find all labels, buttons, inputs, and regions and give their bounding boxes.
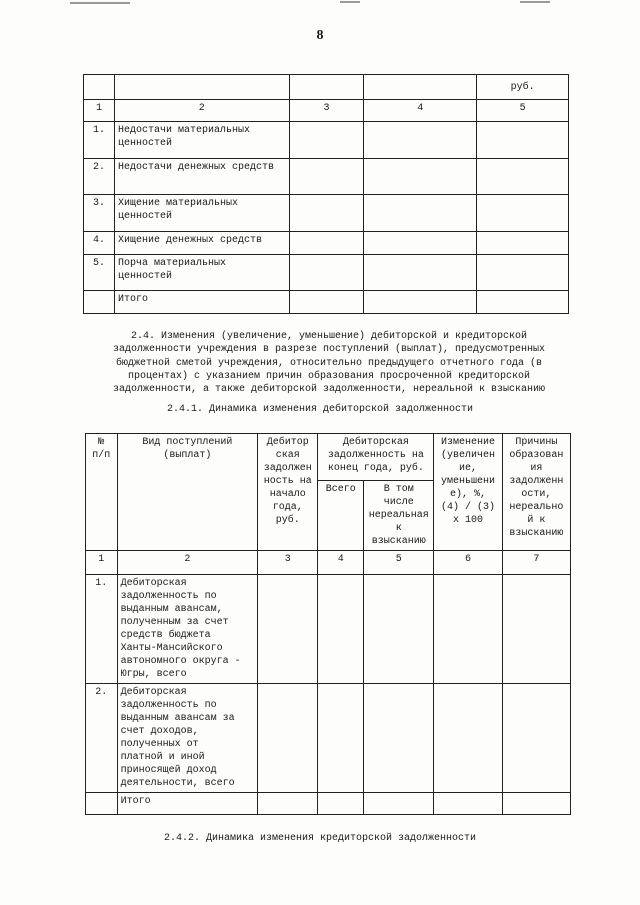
column-number-row bbox=[86, 551, 571, 575]
total-row bbox=[84, 291, 569, 314]
col-number: 5 bbox=[364, 551, 434, 575]
row-number: 3. bbox=[84, 195, 115, 232]
table-row bbox=[84, 255, 569, 291]
table-unit-row bbox=[84, 75, 569, 100]
section-2-4-1-title: 2.4.1. Динамика изменения дебиторской задолженности bbox=[166, 404, 474, 415]
total-label: Итого bbox=[114, 291, 289, 314]
row-label: Недостачи материальных ценностей bbox=[114, 122, 289, 159]
col-number: 1 bbox=[86, 551, 118, 575]
col-number: 6 bbox=[434, 551, 502, 575]
header-start: Дебитор ская задолжен ность на начало года, руб. bbox=[258, 434, 318, 551]
row-number: 1. bbox=[84, 122, 115, 159]
row-number: 2. bbox=[86, 684, 118, 793]
row-label: Дебиторская задолженность по выданным авансам, полученным за счет средств бюджета Ханты-Мансийского автономного округа - Югры, всего bbox=[117, 575, 258, 684]
row-label: Дебиторская задолженность по выданным авансам за счет доходов, полученных от платной и иной приносящей доход деятельности, всего bbox=[117, 684, 258, 793]
col-number: 5 bbox=[477, 100, 569, 122]
row-label: Хищение денежных средств bbox=[114, 232, 289, 255]
row-number: 1. bbox=[86, 575, 118, 684]
row-label: Порча материальных ценностей bbox=[114, 255, 289, 291]
header-reasons: Причины образован ия задолженн ости, нереально й к взысканию bbox=[502, 434, 570, 551]
header-num: № п/п bbox=[86, 434, 118, 551]
header-change: Изменение (увеличен ие, уменьшени е), %, (4) / (3) x 100 bbox=[434, 434, 502, 551]
header-row bbox=[86, 434, 571, 481]
row-number: 2. bbox=[84, 159, 115, 195]
unit-label: руб. bbox=[477, 75, 569, 100]
total-label: Итого bbox=[117, 793, 258, 815]
total-row bbox=[86, 793, 571, 815]
table-row bbox=[84, 122, 569, 159]
table-row bbox=[86, 575, 571, 684]
scan-artifact bbox=[70, 2, 130, 4]
row-label: Недостачи денежных средств bbox=[114, 159, 289, 195]
receivables-table bbox=[85, 433, 571, 815]
col-number: 1 bbox=[84, 100, 115, 122]
table-row bbox=[84, 232, 569, 255]
section-2-4-2-title: 2.4.2. Динамика изменения кредиторской задолженности bbox=[163, 833, 477, 844]
col-number: 3 bbox=[289, 100, 364, 122]
table-row bbox=[86, 684, 571, 793]
col-number: 4 bbox=[318, 551, 364, 575]
col-number: 4 bbox=[364, 100, 477, 122]
page-number: 8 bbox=[316, 28, 324, 43]
header-type: Вид поступлений (выплат) bbox=[117, 434, 258, 551]
header-end-unreal: В том числе нереальная к взысканию bbox=[364, 481, 434, 551]
losses-table bbox=[83, 74, 569, 314]
row-label: Хищение материальных ценностей bbox=[114, 195, 289, 232]
col-number: 3 bbox=[258, 551, 318, 575]
col-number: 7 bbox=[502, 551, 570, 575]
col-number: 2 bbox=[117, 551, 258, 575]
table-row bbox=[84, 195, 569, 232]
header-end-group: Дебиторская задолженность на конец года, руб. bbox=[318, 434, 434, 481]
scan-artifact bbox=[520, 1, 550, 3]
col-number: 2 bbox=[114, 100, 289, 122]
section-2-4-text: 2.4. Изменения (увеличение, уменьшение) дебиторской и кредиторской задолженности учреждения в разрезе поступлений (выплат), предусмотренных бюджетной сметой учреждения, относительно предыдущего отчетного года (в процентах) с указанием причин образования просроченной кредиторской задолженности, а также дебиторской задолженности, нереальной к взысканию bbox=[112, 331, 546, 396]
column-number-row bbox=[84, 100, 569, 122]
table-row bbox=[84, 159, 569, 195]
scan-artifact bbox=[340, 1, 360, 3]
row-number: 5. bbox=[84, 255, 115, 291]
row-number: 4. bbox=[84, 232, 115, 255]
header-end-total: Всего bbox=[318, 481, 364, 551]
